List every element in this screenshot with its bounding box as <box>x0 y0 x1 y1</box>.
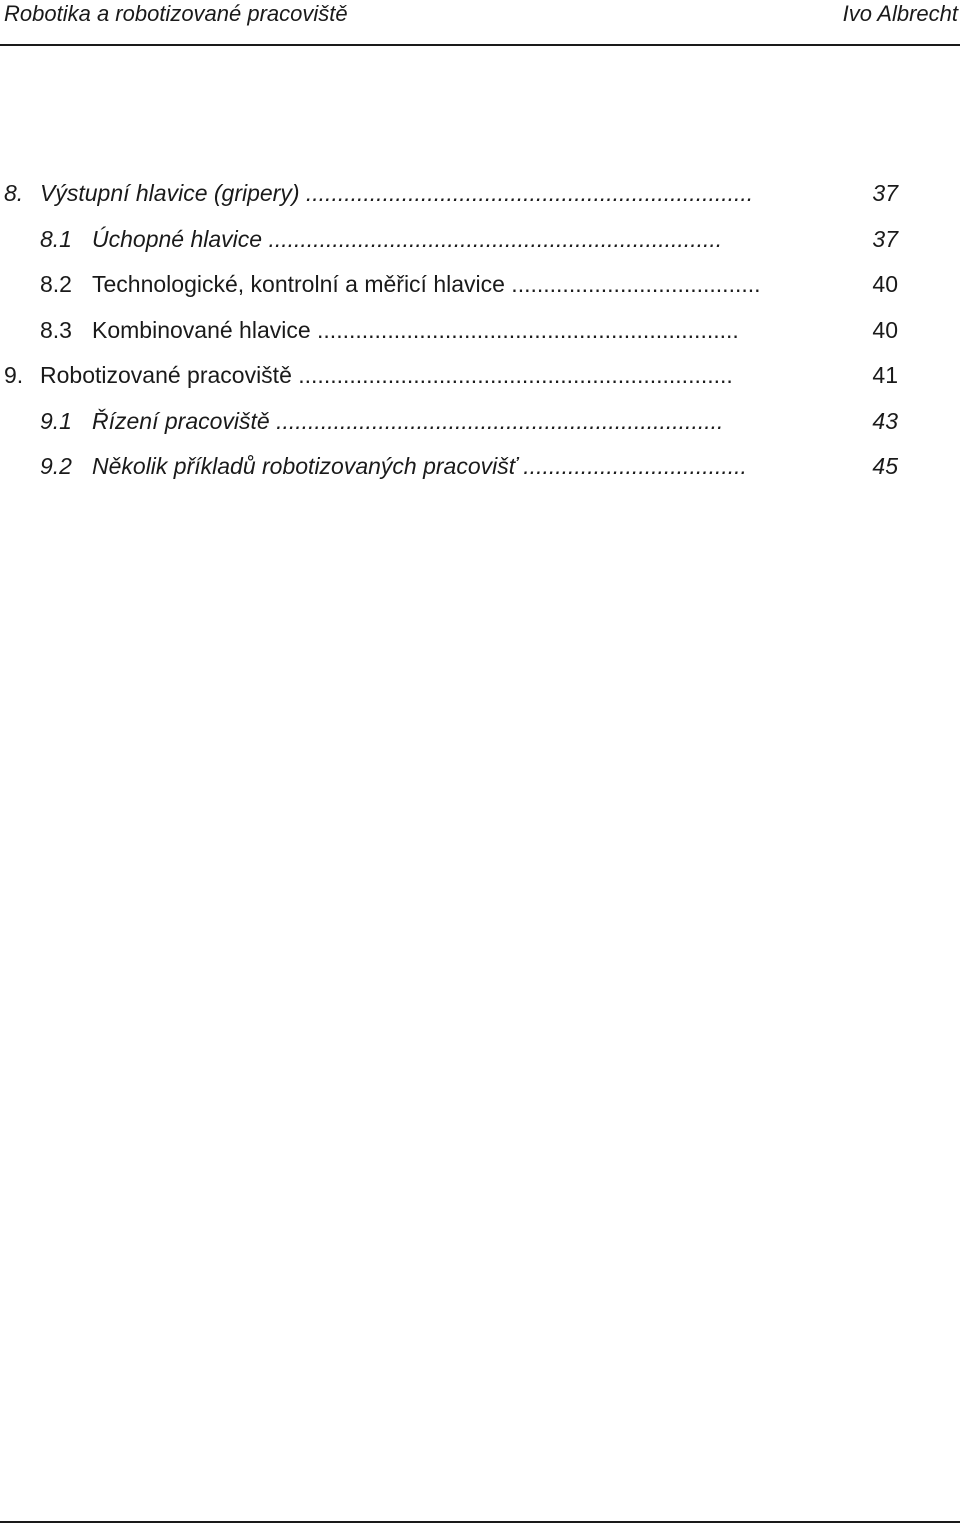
toc-entry-label: Robotizované pracoviště <box>40 362 292 388</box>
toc-entry-page: 40 <box>872 316 898 343</box>
toc-entry-title <box>92 222 722 256</box>
toc-entry-label: Řízení pracoviště <box>92 407 270 434</box>
toc-entry-page: 37 <box>872 180 898 206</box>
toc-entry-page: 41 <box>872 362 898 388</box>
toc-entry-9-1[interactable] <box>0 404 960 450</box>
toc-entry-number: 8. <box>4 180 24 206</box>
toc-entry-title <box>92 267 761 301</box>
table-of-contents <box>0 176 960 495</box>
toc-entry-label: Úchopné hlavice <box>92 225 263 252</box>
toc-entry-label: Kombinované hlavice <box>92 316 311 343</box>
toc-entry-label: Výstupní hlavice (gripery) <box>40 180 300 206</box>
toc-entry-page: 37 <box>872 225 898 252</box>
footer-divider <box>0 1521 960 1523</box>
toc-entry-number: 9.1 <box>40 407 72 434</box>
toc-leader-dots: ....................................... <box>504 271 761 297</box>
toc-entry-8-1[interactable] <box>0 222 960 268</box>
toc-entry-title <box>92 404 723 438</box>
toc-leader-dots: ....................................................................... <box>262 225 723 252</box>
toc-entry-title <box>40 176 753 210</box>
toc-entry-label: Několik příkladů robotizovaných pracovišť <box>92 453 517 479</box>
toc-entry-number: 8.1 <box>40 225 72 252</box>
page-header <box>0 0 960 46</box>
toc-entry-page: 45 <box>872 453 898 479</box>
toc-leader-dots: ................................... <box>516 453 747 479</box>
toc-entry-number: 8.3 <box>40 316 72 343</box>
toc-entry-number: 9.2 <box>40 453 72 479</box>
document-title: Robotika a robotizované pracoviště <box>4 1 348 26</box>
toc-leader-dots: .................................................................... <box>291 362 733 388</box>
toc-entry-number: 8.2 <box>40 271 72 297</box>
toc-entry-label: Technologické, kontrolní a měřicí hlavice <box>92 271 505 297</box>
toc-entry-page: 40 <box>872 271 898 297</box>
header-divider <box>0 44 960 46</box>
toc-entry-number: 9. <box>4 362 24 388</box>
toc-entry-title <box>92 313 739 347</box>
toc-entry-8-2[interactable] <box>0 267 960 313</box>
toc-entry-8[interactable] <box>0 176 960 222</box>
toc-leader-dots: ...................................................................... <box>299 180 754 206</box>
toc-entry-title <box>40 358 733 392</box>
toc-leader-dots: ...................................................................... <box>269 407 724 434</box>
document-author: Ivo Albrecht <box>842 1 958 26</box>
toc-entry-8-3[interactable] <box>0 313 960 359</box>
toc-leader-dots: .................................................................. <box>310 316 739 343</box>
toc-entry-9-2[interactable] <box>0 449 960 495</box>
toc-entry-title <box>92 449 747 483</box>
toc-entry-page: 43 <box>872 407 898 434</box>
toc-entry-9[interactable] <box>0 358 960 404</box>
